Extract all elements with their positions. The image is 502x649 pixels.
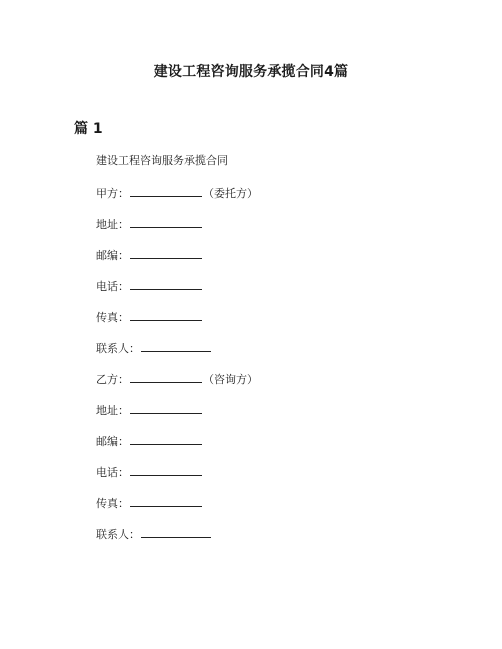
party-a-postcode-blank: [130, 246, 202, 259]
party-a-address-label: 地址：: [96, 218, 129, 231]
party-a-role: （委托方）: [203, 187, 258, 200]
party-a-contact-line: [96, 339, 456, 370]
party-a-blank: [130, 184, 202, 197]
party-b-fax-label: 传真：: [96, 497, 129, 510]
document-title: 建设工程咨询服务承揽合同4篇: [153, 64, 349, 80]
party-b-fax-blank: [130, 494, 202, 507]
party-b-postcode-blank: [130, 432, 202, 445]
party-a-phone-blank: [130, 277, 202, 290]
party-b-line: [96, 370, 456, 401]
party-a-label: 甲方：: [96, 187, 129, 200]
party-b-phone-line: [96, 463, 456, 494]
party-a-phone-label: 电话：: [96, 280, 129, 293]
party-b-phone-blank: [130, 463, 202, 476]
party-b-fax-line: [96, 494, 456, 525]
party-b-phone-label: 电话：: [96, 466, 129, 479]
party-a-postcode-label: 邮编：: [96, 249, 129, 262]
party-a-contact-blank: [141, 339, 211, 352]
party-b-role: （咨询方）: [203, 373, 258, 386]
party-b-postcode-label: 邮编：: [96, 435, 129, 448]
party-b-address-label: 地址：: [96, 404, 129, 417]
party-a-fax-blank: [130, 308, 202, 321]
party-b-address-blank: [130, 401, 202, 414]
party-a-address-blank: [130, 215, 202, 228]
party-a-contact-label: 联系人：: [96, 342, 140, 355]
party-b-contact-blank: [141, 525, 211, 538]
section-heading: 篇 1: [74, 121, 103, 137]
party-b-contact-line: [96, 525, 456, 556]
party-b-postcode-line: [96, 432, 456, 463]
contract-body: [96, 153, 456, 556]
party-a-fax-label: 传真：: [96, 311, 129, 324]
party-a-postcode-line: [96, 246, 456, 277]
party-a-line: [96, 184, 456, 215]
party-a-fax-line: [96, 308, 456, 339]
party-b-blank: [130, 370, 202, 383]
party-b-label: 乙方：: [96, 373, 129, 386]
party-b-contact-label: 联系人：: [96, 528, 140, 541]
party-b-address-line: [96, 401, 456, 432]
contract-name: 建设工程咨询服务承揽合同: [96, 154, 228, 167]
party-a-address-line: [96, 215, 456, 246]
party-a-phone-line: [96, 277, 456, 308]
